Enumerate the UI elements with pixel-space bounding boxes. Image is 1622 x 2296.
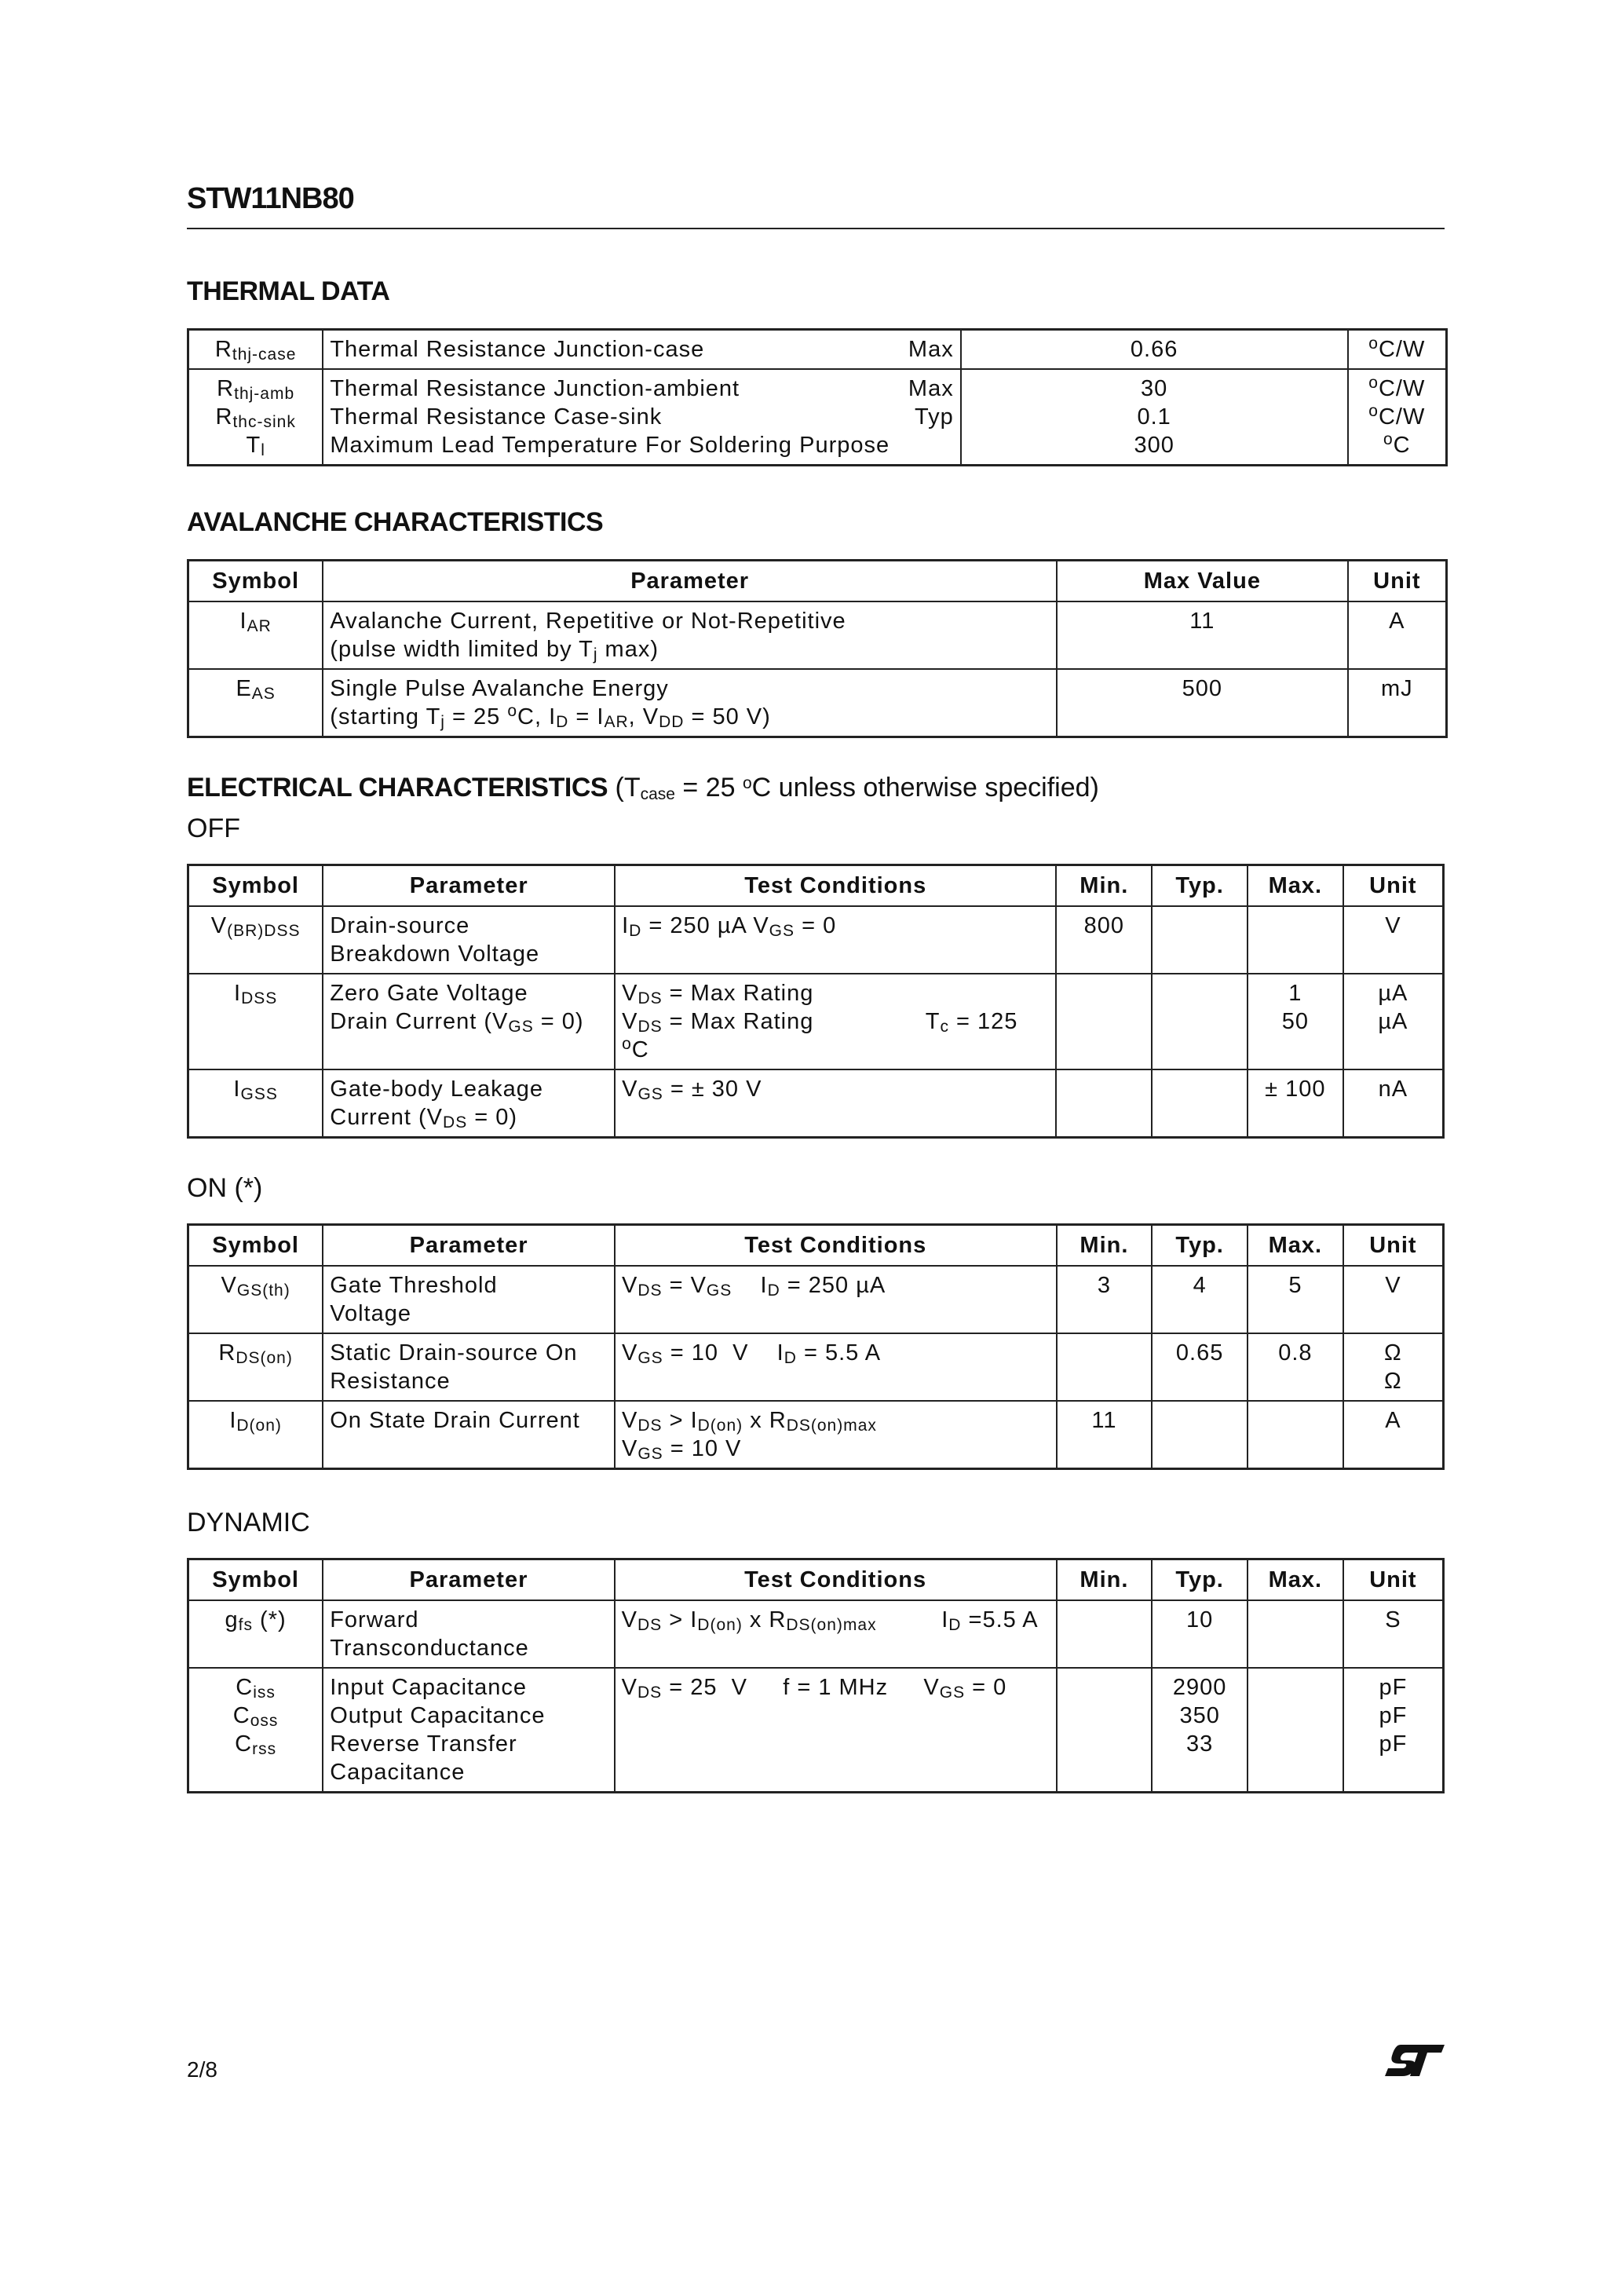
test-cell: $V_{DS} > I_{D(on)}$ x $R_{DS(on)max}$ $V_{GS} = 10$ V	[615, 1401, 1057, 1469]
st-logo-icon	[1383, 2042, 1446, 2081]
test-cell: $V_{DS} > I_{D(on)}$ x $R_{DS(on)max}$ $I_D =5.5$ A	[615, 1600, 1057, 1668]
column-header: Parameter	[323, 561, 1057, 602]
column-header: Min.	[1056, 865, 1152, 907]
on-heading: ON (*)	[187, 1173, 263, 1203]
table-header-row	[188, 1225, 1444, 1267]
column-header: Parameter	[323, 865, 615, 907]
column-header: Symbol	[188, 561, 323, 602]
parameter-cell: On State Drain Current	[323, 1401, 615, 1469]
table-row	[188, 1069, 1444, 1138]
parameter-cell: Thermal Resistance Junction-case Max	[323, 330, 960, 370]
table-row	[188, 1668, 1444, 1793]
column-header: Unit	[1348, 561, 1447, 602]
symbol-cell: $V_{GS(th)}$	[188, 1266, 323, 1333]
column-header: Unit	[1343, 1559, 1444, 1601]
max-cell	[1248, 1600, 1343, 1668]
dynamic-table	[187, 1558, 1445, 1793]
parameter-cell: Thermal Resistance Junction-ambient Max Thermal Resistance Case-sink Typ Maximum Lead Temperature For Soldering Purpose	[323, 369, 960, 466]
unit-cell: Ω Ω	[1343, 1333, 1444, 1401]
table-row	[188, 974, 1444, 1069]
value-cell: 500	[1057, 669, 1348, 737]
symbol-cell: $E_{AS}$	[188, 669, 323, 737]
table-row	[188, 330, 1447, 370]
column-header: Parameter	[323, 1559, 614, 1601]
symbol-cell: $g_{fs}$ (*)	[188, 1600, 323, 1668]
column-header: Min.	[1057, 1559, 1153, 1601]
test-cell: $V_{GS}$ = ± 30 V	[615, 1069, 1056, 1138]
electrical-heading: ELECTRICAL CHARACTERISTICS ($T_{case} = 25$ $^o$C unless otherwise specified)	[187, 773, 1099, 803]
off-table	[187, 864, 1445, 1139]
min-cell: 3	[1057, 1266, 1153, 1333]
symbol-cell: $I_{GSS}$	[188, 1069, 323, 1138]
parameter-cell: Avalanche Current, Repetitive or Not-Repetitive (pulse width limited by $T_j$ max)	[323, 601, 1057, 669]
table-row	[188, 1600, 1444, 1668]
dynamic-heading: DYNAMIC	[187, 1508, 310, 1537]
typ-cell	[1152, 906, 1248, 974]
max-cell	[1248, 1401, 1343, 1469]
column-header: Max.	[1248, 1559, 1343, 1601]
column-header: Typ.	[1152, 865, 1248, 907]
test-cell: $I_D = 250$ µA $V_{GS} = 0$	[615, 906, 1056, 974]
typ-cell	[1152, 974, 1248, 1069]
value-cell: 30 0.1 300	[961, 369, 1348, 466]
typ-cell: 2900 350 33	[1152, 1668, 1248, 1793]
table-header-row	[188, 1559, 1444, 1601]
max-cell	[1248, 906, 1343, 974]
unit-cell: V	[1343, 1266, 1444, 1333]
column-header: Typ.	[1152, 1225, 1248, 1267]
max-cell: 1 50	[1248, 974, 1343, 1069]
min-cell	[1056, 974, 1152, 1069]
unit-cell: nA	[1343, 1069, 1444, 1138]
value-cell: 0.66	[961, 330, 1348, 370]
min-cell	[1057, 1668, 1153, 1793]
column-header: Max.	[1248, 1225, 1343, 1267]
column-header: Max.	[1248, 865, 1343, 907]
table-row	[188, 669, 1447, 737]
parameter-cell: Input Capacitance Output Capacitance Reverse Transfer Capacitance	[323, 1668, 614, 1793]
parameter-cell: Drain-source Breakdown Voltage	[323, 906, 615, 974]
typ-cell	[1152, 1401, 1248, 1469]
column-header: Typ.	[1152, 1559, 1248, 1601]
test-cell: $V_{DS} = V_{GS}$ $I_D = 250$ µA	[615, 1266, 1057, 1333]
table-row	[188, 369, 1447, 466]
unit-cell: A	[1343, 1401, 1444, 1469]
on-table	[187, 1223, 1445, 1470]
avalanche-heading: AVALANCHE CHARACTERISTICS	[187, 507, 604, 537]
column-header: Symbol	[188, 1559, 323, 1601]
parameter-cell: Gate-body Leakage Current $(V_{DS} = 0)$	[323, 1069, 615, 1138]
document-title: STW11NB80	[187, 182, 354, 215]
max-cell: 5	[1248, 1266, 1343, 1333]
parameter-cell: Gate Threshold Voltage	[323, 1266, 615, 1333]
column-header: Symbol	[188, 1225, 323, 1267]
value-cell: 11	[1057, 601, 1348, 669]
unit-cell: µA µA	[1343, 974, 1444, 1069]
table-header-row	[188, 561, 1447, 602]
typ-cell: 10	[1152, 1600, 1248, 1668]
max-cell	[1248, 1668, 1343, 1793]
symbol-cell: $R_{thj-amb}$ $R_{thc-sink}$ $T_l$	[188, 369, 323, 466]
max-cell: ± 100	[1248, 1069, 1343, 1138]
min-cell: 800	[1056, 906, 1152, 974]
unit-cell: A	[1348, 601, 1447, 669]
min-cell	[1057, 1333, 1153, 1401]
test-cell: $V_{DS} = 25$ V f = 1 MHz $V_{GS} = 0$	[615, 1668, 1057, 1793]
typ-cell: 4	[1152, 1266, 1248, 1333]
symbol-cell: $R_{DS(on)}$	[188, 1333, 323, 1401]
title-rule	[187, 228, 1445, 229]
unit-cell: mJ	[1348, 669, 1447, 737]
column-header: Test Conditions	[615, 1559, 1057, 1601]
table-row	[188, 1333, 1444, 1401]
parameter-cell: Forward Transconductance	[323, 1600, 614, 1668]
page-number: 2/8	[187, 2057, 217, 2082]
test-cell: $V_{DS}$ = Max Rating $V_{DS}$ = Max Rating $T_c = 125$ $^o$C	[615, 974, 1056, 1069]
column-header: Min.	[1057, 1225, 1153, 1267]
off-heading: OFF	[187, 813, 240, 843]
parameter-cell: Zero Gate Voltage Drain Current $(V_{GS} = 0)$	[323, 974, 615, 1069]
min-cell: 11	[1057, 1401, 1153, 1469]
symbol-cell: $I_{AR}$	[188, 601, 323, 669]
test-cell: $V_{GS} = 10$ V $I_D = 5.5$ A	[615, 1333, 1057, 1401]
typ-cell: 0.65	[1152, 1333, 1248, 1401]
parameter-cell: Static Drain-source On Resistance	[323, 1333, 615, 1401]
table-row	[188, 906, 1444, 974]
column-header: Unit	[1343, 865, 1444, 907]
symbol-cell: $V_{(BR)DSS}$	[188, 906, 323, 974]
typ-cell	[1152, 1069, 1248, 1138]
min-cell	[1056, 1069, 1152, 1138]
column-header: Test Conditions	[615, 865, 1056, 907]
symbol-cell: $I_{D(on)}$	[188, 1401, 323, 1469]
column-header: Unit	[1343, 1225, 1444, 1267]
max-cell: 0.8	[1248, 1333, 1343, 1401]
column-header: Parameter	[323, 1225, 615, 1267]
symbol-cell: $R_{thj-case}$	[188, 330, 323, 370]
unit-cell: pF pF pF	[1343, 1668, 1444, 1793]
parameter-cell: Single Pulse Avalanche Energy (starting $T_j = 25$ $^o$C, $I_D = I_{AR}$, $V_{DD} = 50$ V)	[323, 669, 1057, 737]
table-header-row	[188, 865, 1444, 907]
avalanche-table	[187, 559, 1448, 738]
thermal-heading: THERMAL DATA	[187, 276, 390, 306]
symbol-cell: $I_{DSS}$	[188, 974, 323, 1069]
unit-cell: V	[1343, 906, 1444, 974]
unit-cell: S	[1343, 1600, 1444, 1668]
unit-cell: $^o$C/W	[1348, 330, 1447, 370]
min-cell	[1057, 1600, 1153, 1668]
table-row	[188, 601, 1447, 669]
symbol-cell: $C_{iss}$ $C_{oss}$ $C_{rss}$	[188, 1668, 323, 1793]
table-row	[188, 1401, 1444, 1469]
column-header: Test Conditions	[615, 1225, 1057, 1267]
unit-cell: $^o$C/W $^o$C/W $^o$C	[1348, 369, 1447, 466]
column-header: Symbol	[188, 865, 323, 907]
column-header: Max Value	[1057, 561, 1348, 602]
thermal-table	[187, 328, 1448, 466]
table-row	[188, 1266, 1444, 1333]
